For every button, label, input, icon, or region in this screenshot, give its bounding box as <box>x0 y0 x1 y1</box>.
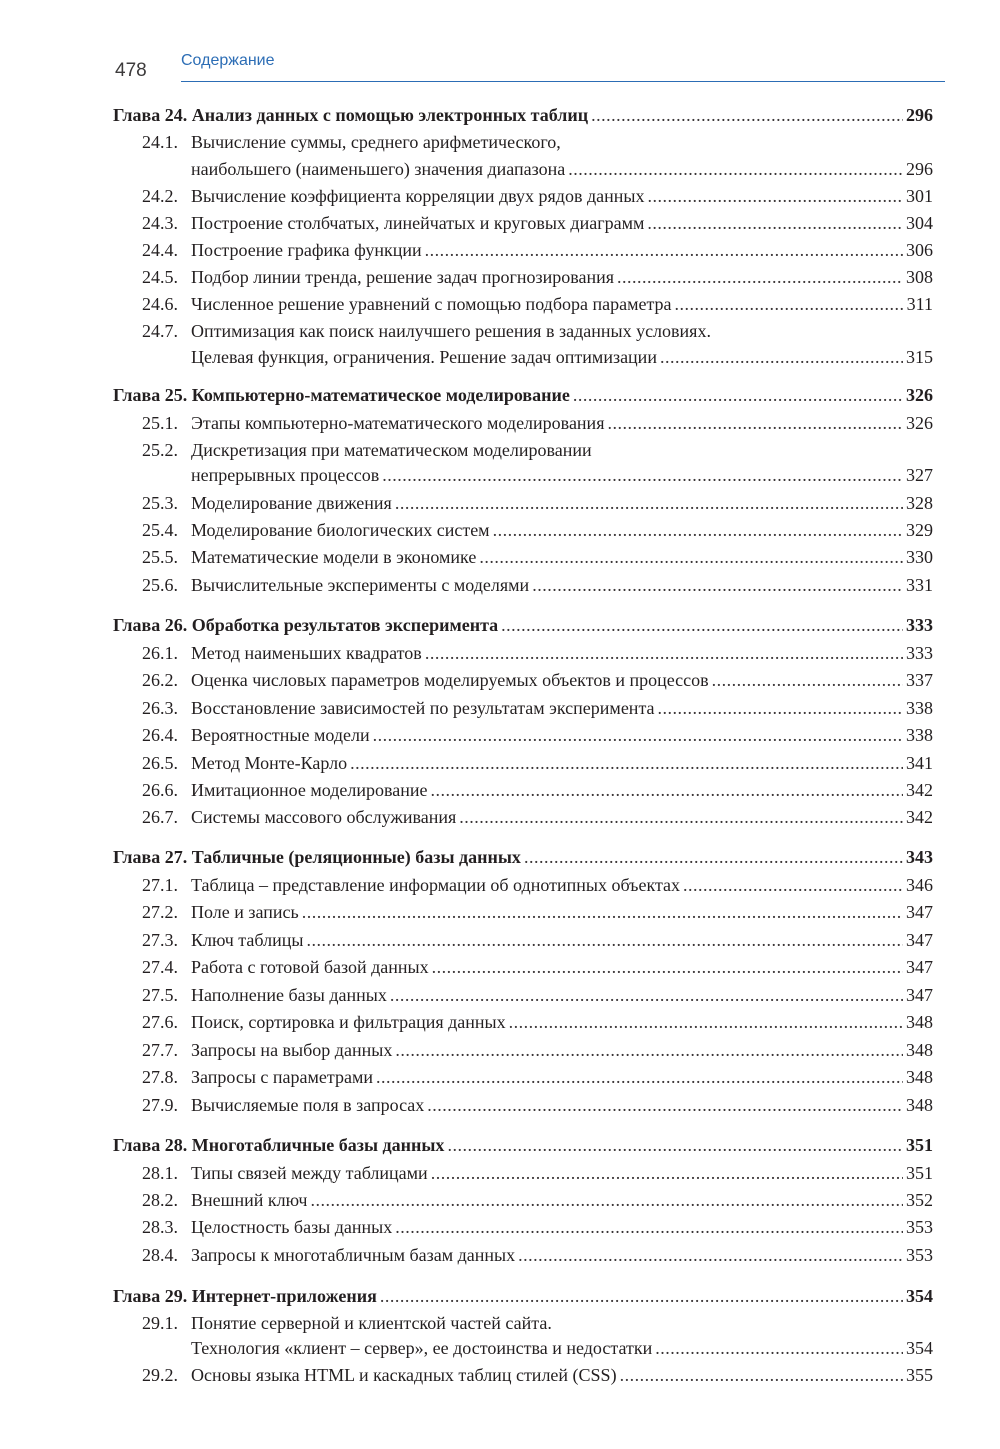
section-title-line: наибольшего (наименьшего) значения диапазона <box>191 159 566 179</box>
section-page: 348 <box>906 1040 933 1060</box>
section-number: 27.4. <box>142 957 178 977</box>
section-title: Запросы на выбор данных <box>191 1040 393 1060</box>
section-title-line: Оптимизация как поиск наилучшего решения в заданных условиях. <box>191 321 711 341</box>
leader-dots <box>459 806 903 828</box>
section-title: Моделирование биологических систем <box>191 520 490 540</box>
leader-dots <box>310 1189 903 1211</box>
leader-dots <box>675 293 904 315</box>
section-title: Вычислительные эксперименты с моделями <box>191 575 530 595</box>
leader-dots <box>376 1066 903 1088</box>
section-number: 27.8. <box>142 1067 178 1087</box>
section-title: Основы языка HTML и каскадных таблиц стилей (CSS) <box>191 1365 617 1385</box>
chapter-page: 351 <box>906 1135 933 1155</box>
section-title: Ключ таблицы <box>191 930 304 950</box>
section-number: 26.5. <box>142 753 178 773</box>
section-number: 29.2. <box>142 1365 178 1385</box>
section-number: 27.3. <box>142 930 178 950</box>
section-title-line: Понятие серверной и клиентской частей сайта. <box>191 1313 552 1333</box>
section-page: 348 <box>906 1067 933 1087</box>
section-number: 28.2. <box>142 1190 178 1210</box>
leader-dots <box>617 266 903 288</box>
toc-section-27-9 <box>142 1094 933 1116</box>
leader-dots <box>655 1337 903 1359</box>
running-head: Содержание <box>181 52 275 69</box>
leader-dots <box>647 212 903 234</box>
toc-section-25-5 <box>142 546 933 568</box>
section-number: 24.5. <box>142 267 178 287</box>
leader-dots <box>427 1094 903 1116</box>
leader-dots <box>591 104 903 126</box>
leader-dots <box>380 1285 903 1307</box>
section-page: 342 <box>906 807 933 827</box>
toc-chapter-24 <box>113 104 933 126</box>
leader-dots <box>432 956 903 978</box>
section-number: 24.3. <box>142 213 178 233</box>
section-number: 26.4. <box>142 725 178 745</box>
section-number: 28.3. <box>142 1217 178 1237</box>
section-title: Таблица – представление информации об однотипных объектах <box>191 875 681 895</box>
page-number: 478 <box>115 60 147 81</box>
section-title: Метод наименьших квадратов <box>191 643 422 663</box>
section-page: 353 <box>906 1217 933 1237</box>
toc-section-25-3 <box>142 492 933 514</box>
toc-section-24-7 <box>191 346 933 368</box>
section-number: 25.1. <box>142 413 178 433</box>
leader-dots <box>658 697 903 719</box>
section-title: Вычисляемые поля в запросах <box>191 1095 425 1115</box>
toc-section-25-2 <box>191 464 933 486</box>
leader-dots <box>620 1364 903 1386</box>
section-title: Поиск, сортировка и фильтрация данных <box>191 1012 506 1032</box>
chapter-title: Глава 25. Компьютерно-математическое моделирование <box>113 385 570 405</box>
section-page: 333 <box>906 643 933 663</box>
leader-dots <box>518 1244 903 1266</box>
leader-dots <box>302 901 903 923</box>
chapter-title: Глава 27. Табличные (реляционные) базы данных <box>113 847 521 867</box>
section-number: 27.5. <box>142 985 178 1005</box>
toc-section-25-1 <box>142 412 933 434</box>
section-number: 25.2. <box>142 440 178 460</box>
section-page: 331 <box>906 575 933 595</box>
chapter-title: Глава 26. Обработка результатов эксперимента <box>113 615 499 635</box>
section-page: 337 <box>906 670 933 690</box>
section-title: Численное решение уравнений с помощью подбора параметра <box>191 294 672 314</box>
leader-dots <box>395 492 903 514</box>
section-number: 27.7. <box>142 1040 178 1060</box>
toc-section-27-3 <box>142 929 933 951</box>
section-page: 353 <box>906 1245 933 1265</box>
toc-section-24-5 <box>142 266 933 288</box>
section-number: 24.1. <box>142 132 178 152</box>
leader-dots <box>395 1039 903 1061</box>
toc-section-25-6 <box>142 574 933 596</box>
section-title: Внешний ключ <box>191 1190 308 1210</box>
leader-dots <box>382 464 903 486</box>
toc-section-27-7 <box>142 1039 933 1061</box>
toc-section-27-5 <box>142 984 933 1006</box>
leader-dots <box>683 874 903 896</box>
section-number: 25.5. <box>142 547 178 567</box>
section-number: 25.3. <box>142 493 178 513</box>
section-number: 27.1. <box>142 875 178 895</box>
toc-section-27-4 <box>142 956 933 978</box>
section-number: 27.6. <box>142 1012 178 1032</box>
section-title: Целостность базы данных <box>191 1217 393 1237</box>
section-title: Моделирование движения <box>191 493 392 513</box>
section-title: Математические модели в экономике <box>191 547 477 567</box>
leader-dots <box>493 519 903 541</box>
leader-dots <box>532 574 903 596</box>
section-number: 26.3. <box>142 698 178 718</box>
toc-chapter-28 <box>113 1134 933 1156</box>
section-title: Вероятностные модели <box>191 725 370 745</box>
section-page: 327 <box>906 465 933 485</box>
section-number: 24.6. <box>142 294 178 314</box>
section-page: 304 <box>906 213 933 233</box>
section-number: 24.7. <box>142 321 178 341</box>
section-number: 28.1. <box>142 1163 178 1183</box>
section-page: 338 <box>906 698 933 718</box>
section-title-line: Технология «клиент – сервер», ее достоинства и недостатки <box>191 1338 653 1358</box>
section-page: 346 <box>906 875 933 895</box>
chapter-page: 296 <box>906 105 933 125</box>
chapter-page: 333 <box>906 615 933 635</box>
section-page: 342 <box>906 780 933 800</box>
toc-section-27-6 <box>142 1011 933 1033</box>
section-page: 355 <box>906 1365 933 1385</box>
section-title: Имитационное моделирование <box>191 780 428 800</box>
toc-section-24-3 <box>142 212 933 234</box>
leader-dots <box>447 1134 903 1156</box>
leader-dots <box>501 614 903 636</box>
section-title: Вычисление коэффициента корреляции двух рядов данных <box>191 186 645 206</box>
section-title-line: Целевая функция, ограничения. Решение задач оптимизации <box>191 347 657 367</box>
section-title: Работа с готовой базой данных <box>191 957 429 977</box>
leader-dots <box>607 412 903 434</box>
section-number: 28.4. <box>142 1245 178 1265</box>
chapter-page: 354 <box>906 1286 933 1306</box>
toc-section-28-4 <box>142 1244 933 1266</box>
leader-dots <box>373 724 903 746</box>
section-title: Поле и запись <box>191 902 299 922</box>
section-number: 26.1. <box>142 643 178 663</box>
toc-chapter-29 <box>113 1285 933 1307</box>
section-title-line: непрерывных процессов <box>191 465 380 485</box>
section-page: 296 <box>906 159 933 179</box>
leader-dots <box>479 546 903 568</box>
section-page: 352 <box>906 1190 933 1210</box>
chapter-title: Глава 29. Интернет-приложения <box>113 1286 377 1306</box>
section-page: 306 <box>906 240 933 260</box>
leader-dots <box>425 642 903 664</box>
section-number: 27.9. <box>142 1095 178 1115</box>
chapter-page: 343 <box>906 847 933 867</box>
section-title-line: Вычисление суммы, среднего арифметического, <box>191 132 561 152</box>
leader-dots <box>660 346 903 368</box>
section-page: 326 <box>906 413 933 433</box>
section-page: 329 <box>906 520 933 540</box>
section-number: 29.1. <box>142 1313 178 1333</box>
toc-section-29-1 <box>191 1337 933 1359</box>
toc-section-24-1 <box>191 158 933 180</box>
chapter-title: Глава 28. Многотабличные базы данных <box>113 1135 445 1155</box>
section-page: 308 <box>906 267 933 287</box>
toc-chapter-27 <box>113 846 933 868</box>
section-page: 347 <box>906 985 933 1005</box>
section-number: 24.2. <box>142 186 178 206</box>
section-title: Метод Монте-Карло <box>191 753 348 773</box>
section-page: 341 <box>906 753 933 773</box>
leader-dots <box>509 1011 903 1033</box>
leader-dots <box>395 1216 903 1238</box>
toc-section-27-2 <box>142 901 933 923</box>
toc-section-26-5 <box>142 752 933 774</box>
leader-dots <box>390 984 903 1006</box>
section-title: Восстановление зависимостей по результатам эксперимента <box>191 698 655 718</box>
toc-section-29-2 <box>142 1364 933 1386</box>
section-number: 27.2. <box>142 902 178 922</box>
section-title: Типы связей между таблицами <box>191 1163 428 1183</box>
toc-section-28-2 <box>142 1189 933 1211</box>
toc-section-27-8 <box>142 1066 933 1088</box>
section-page: 347 <box>906 957 933 977</box>
section-page: 347 <box>906 902 933 922</box>
section-number: 26.2. <box>142 670 178 690</box>
toc-section-26-6 <box>142 779 933 801</box>
toc-section-26-2 <box>142 669 933 691</box>
section-page: 338 <box>906 725 933 745</box>
leader-dots <box>568 158 903 180</box>
leader-dots <box>647 185 903 207</box>
section-title: Этапы компьютерно-математического моделирования <box>191 413 605 433</box>
chapter-title: Глава 24. Анализ данных с помощью электронных таблиц <box>113 105 589 125</box>
leader-dots <box>431 1162 903 1184</box>
leader-dots <box>306 929 903 951</box>
section-title: Построение столбчатых, линейчатых и круговых диаграмм <box>191 213 645 233</box>
section-page: 351 <box>906 1163 933 1183</box>
section-page: 354 <box>906 1338 933 1358</box>
toc-section-27-1 <box>142 874 933 896</box>
section-title: Подбор линии тренда, решение задач прогнозирования <box>191 267 615 287</box>
leader-dots <box>425 239 903 261</box>
leader-dots <box>573 384 903 406</box>
section-page: 315 <box>906 347 933 367</box>
toc-section-28-3 <box>142 1216 933 1238</box>
section-page: 348 <box>906 1095 933 1115</box>
toc-section-28-1 <box>142 1162 933 1184</box>
leader-dots <box>712 669 903 691</box>
leader-dots <box>524 846 903 868</box>
section-title-line: Дискретизация при математическом моделировании <box>191 440 592 460</box>
toc-chapter-25 <box>113 384 933 406</box>
section-title: Запросы к многотабличным базам данных <box>191 1245 516 1265</box>
toc-section-26-4 <box>142 724 933 746</box>
section-page: 348 <box>906 1012 933 1032</box>
toc-section-24-6 <box>142 293 933 315</box>
section-page: 347 <box>906 930 933 950</box>
toc-section-24-4 <box>142 239 933 261</box>
toc-section-26-1 <box>142 642 933 664</box>
leader-dots <box>350 752 903 774</box>
section-number: 26.7. <box>142 807 178 827</box>
toc-section-26-3 <box>142 697 933 719</box>
toc-section-26-7 <box>142 806 933 828</box>
leader-dots <box>430 779 903 801</box>
toc-chapter-26 <box>113 614 933 636</box>
section-page: 328 <box>906 493 933 513</box>
section-number: 25.6. <box>142 575 178 595</box>
chapter-page: 326 <box>906 385 933 405</box>
section-number: 24.4. <box>142 240 178 260</box>
section-title: Системы массового обслуживания <box>191 807 457 827</box>
section-page: 301 <box>906 186 933 206</box>
section-number: 26.6. <box>142 780 178 800</box>
section-title: Оценка числовых параметров моделируемых объектов и процессов <box>191 670 709 690</box>
toc-section-25-4 <box>142 519 933 541</box>
section-page: 311 <box>906 294 933 314</box>
section-number: 25.4. <box>142 520 178 540</box>
section-title: Запросы с параметрами <box>191 1067 374 1087</box>
section-title: Наполнение базы данных <box>191 985 387 1005</box>
section-page: 330 <box>906 547 933 567</box>
section-title: Построение графика функции <box>191 240 422 260</box>
toc-section-24-2 <box>142 185 933 207</box>
